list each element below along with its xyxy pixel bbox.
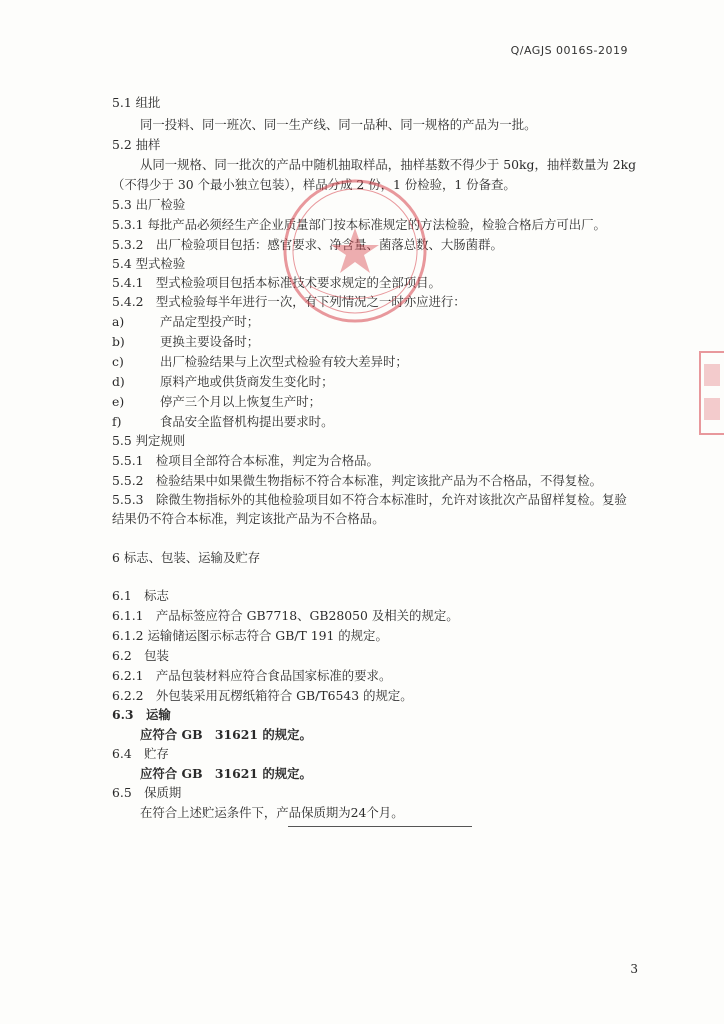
clause-5-3-1: 5.3.1 每批产品必须经生产企业质量部门按本标准规定的方法检验，检验合格后方可出厂。 [112, 217, 606, 232]
list-text: 更换主要设备时； [160, 334, 260, 349]
list-text: 产品定型投产时； [160, 314, 260, 329]
clause-6-2-1: 6.2.1 产品包装材料应符合食品国家标准的要求。 [112, 668, 392, 683]
paragraph-6-3: 应符合 GB 31621 的规定。 [140, 727, 312, 742]
clause-6-2-2: 6.2.2 外包装采用瓦楞纸箱符合 GB/T6543 的规定。 [112, 688, 413, 703]
heading-6-1: 6.1 标志 [112, 588, 169, 603]
heading-5-5: 5.5 判定规则 [112, 433, 186, 448]
list-item-b [112, 334, 259, 350]
document-code: Q/AGJS 0016S-2019 [510, 44, 628, 57]
paragraph-6-4: 应符合 GB 31621 的规定。 [140, 766, 312, 781]
clause-6-1-1: 6.1.1 产品标签应符合 GB7718、GB28050 及相关的规定。 [112, 608, 459, 623]
clause-5-5-2: 5.5.2 检验结果中如果微生物指标不符合本标准，判定该批产品为不合格品，不得复检。 [112, 473, 602, 488]
list-text: 食品安全监督机构提出要求时。 [160, 414, 334, 429]
edge-seal-icon [698, 350, 724, 436]
list-item-f [112, 414, 333, 430]
clause-5-3-2: 5.3.2 出厂检验项目包括：感官要求、净含量、菌落总数、大肠菌群。 [112, 237, 503, 252]
list-item-c [112, 354, 408, 370]
clause-5-4-2: 5.4.2 型式检验每半年进行一次，有下列情况之一时亦应进行： [112, 294, 466, 309]
end-rule [288, 826, 472, 827]
list-mark: c) [112, 354, 124, 369]
heading-6-4: 6.4 贮存 [112, 746, 169, 761]
heading-6-5: 6.5 保质期 [112, 785, 182, 800]
list-text: 原料产地或供货商发生变化时； [160, 374, 334, 389]
list-item-e [112, 394, 321, 410]
clause-5-5-3-line1: 5.5.3 除微生物指标外的其他检验项目如不符合本标准时，允许对该批次产品留样复检。复验 [112, 492, 627, 507]
paragraph-5-1: 同一投料、同一班次、同一生产线、同一品种、同一规格的产品为一批。 [140, 117, 537, 132]
page-number: 3 [630, 962, 638, 976]
paragraph-5-2-line1: 从同一规格、同一批次的产品中随机抽取样品，抽样基数不得少于 50kg，抽样数量为 2kg [140, 157, 637, 172]
clause-5-5-1: 5.5.1 检项目全部符合本标准，判定为合格品。 [112, 453, 379, 468]
heading-6: 6 标志、包装、运输及贮存 [112, 550, 261, 565]
list-item-d [112, 374, 333, 390]
clause-5-4-1: 5.4.1 型式检验项目包括本标准技术要求规定的全部项目。 [112, 275, 441, 290]
clause-6-1-2: 6.1.2 运输储运图示标志符合 GB/T 191 的规定。 [112, 628, 388, 643]
list-mark: b) [112, 334, 125, 349]
heading-5-1: 5.1 组批 [112, 95, 161, 110]
list-item-a [112, 314, 259, 330]
list-mark: f) [112, 414, 122, 429]
list-text: 出厂检验结果与上次型式检验有较大差异时； [160, 354, 408, 369]
list-mark: d) [112, 374, 125, 389]
paragraph-6-5: 在符合上述贮运条件下，产品保质期为24个月。 [140, 805, 404, 820]
heading-5-4: 5.4 型式检验 [112, 256, 186, 271]
heading-6-3: 6.3 运输 [112, 707, 171, 722]
paragraph-5-2-line2: （不得少于 30 个最小独立包装），样品分成 2 份，1 份检验，1 份备查。 [112, 177, 516, 192]
list-mark: a) [112, 314, 125, 329]
heading-5-3: 5.3 出厂检验 [112, 197, 186, 212]
clause-5-5-3-line2: 结果仍不符合本标准，判定该批产品为不合格品。 [112, 511, 385, 526]
list-text: 停产三个月以上恢复生产时； [160, 394, 322, 409]
list-mark: e) [112, 394, 125, 409]
heading-6-2: 6.2 包装 [112, 648, 169, 663]
heading-5-2: 5.2 抽样 [112, 137, 161, 152]
